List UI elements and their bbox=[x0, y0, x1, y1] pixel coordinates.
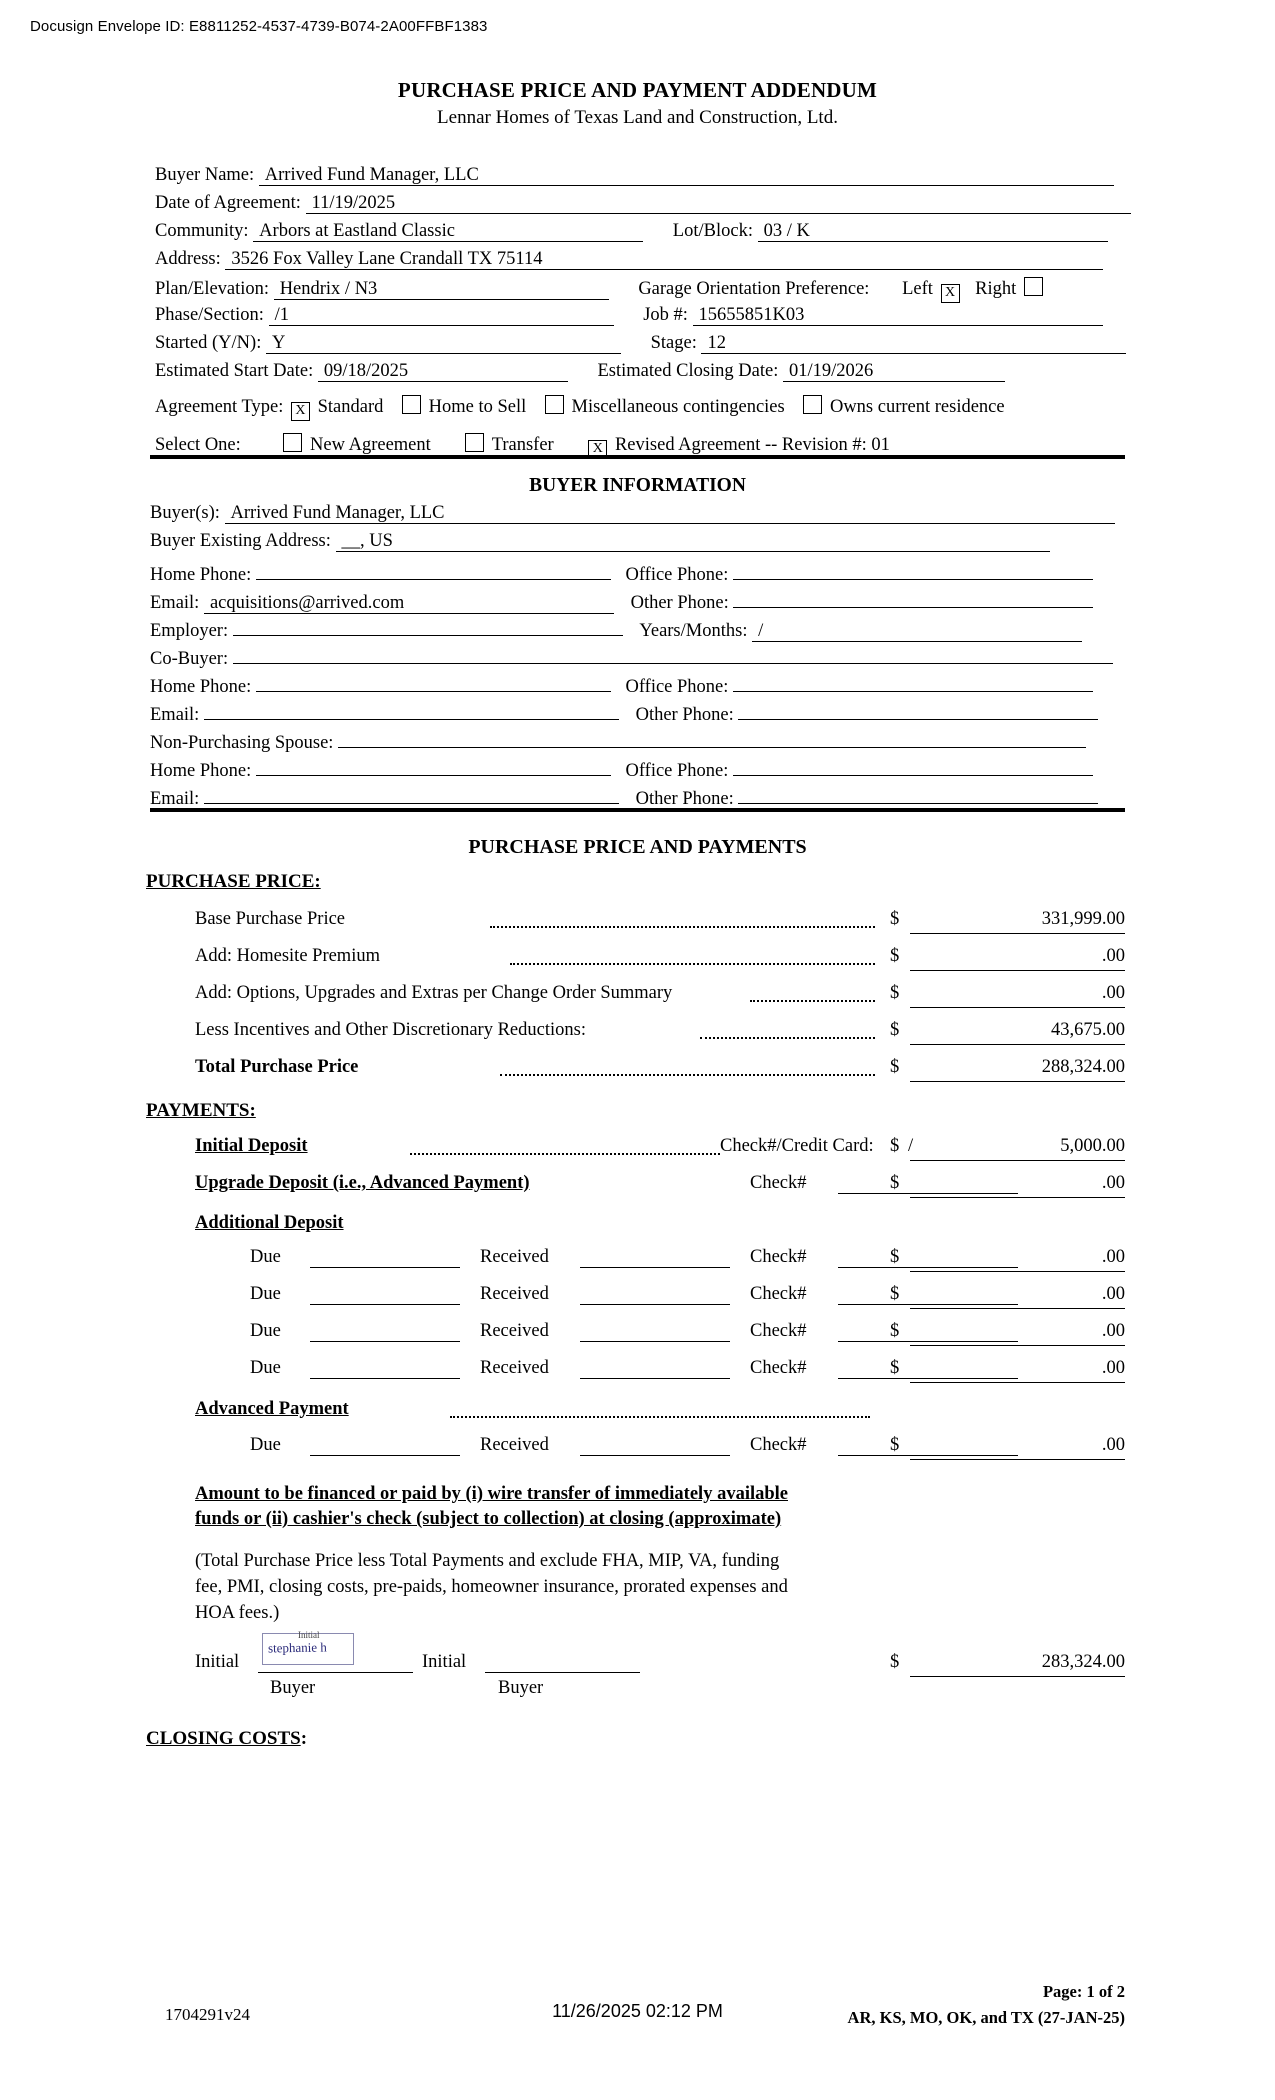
initial-deposit-label: Initial Deposit bbox=[195, 1136, 308, 1156]
price-line-amount[interactable]: 288,324.00 bbox=[910, 1057, 1125, 1082]
dollar-sign: $ bbox=[890, 1057, 900, 1077]
non-purchasing-spouse-value[interactable] bbox=[338, 727, 1086, 748]
dollar-sign: $ bbox=[890, 983, 900, 1003]
additional-deposit-row bbox=[150, 1321, 1125, 1358]
buyer-home-phone-row bbox=[150, 559, 1125, 587]
upgrade-deposit-label: Upgrade Deposit (i.e., Advanced Payment) bbox=[195, 1173, 530, 1193]
agreement-misc-label: Miscellaneous contingencies bbox=[571, 397, 785, 417]
price-line-label: Add: Homesite Premium bbox=[195, 946, 380, 966]
buyer-email-label: Email: bbox=[150, 593, 200, 613]
estimated-closing-value[interactable]: 01/19/2026 bbox=[783, 361, 1005, 382]
lot-block-value[interactable]: 03 / K bbox=[758, 221, 1108, 242]
date-of-agreement-value[interactable]: 11/19/2025 bbox=[306, 193, 1131, 214]
purchase-price-heading: PURCHASE PRICE: bbox=[146, 871, 321, 892]
cobuyer-value[interactable] bbox=[233, 643, 1113, 664]
select-new-agreement-checkbox[interactable] bbox=[283, 433, 302, 452]
plan-garage-row bbox=[155, 277, 1125, 305]
nps-office-phone-value[interactable] bbox=[733, 755, 1093, 776]
select-revised-checkbox[interactable]: X bbox=[588, 440, 607, 459]
cobuyer-label: Co-Buyer: bbox=[150, 649, 229, 669]
cobuyer-row bbox=[150, 643, 1125, 671]
plan-elevation-value[interactable]: Hendrix / N3 bbox=[274, 279, 609, 300]
agreement-home-to-sell-label: Home to Sell bbox=[428, 397, 527, 417]
nps-home-phone-value[interactable] bbox=[256, 755, 611, 776]
buyer-label-2: Buyer bbox=[498, 1678, 544, 1698]
address-label: Address: bbox=[155, 249, 221, 269]
estimated-dates-row bbox=[155, 361, 1125, 389]
additional-deposit-amount[interactable]: .00 bbox=[910, 1284, 1125, 1309]
stage-label: Stage: bbox=[650, 333, 697, 353]
nps-email-label: Email: bbox=[150, 789, 200, 809]
divider-bottom bbox=[150, 808, 1125, 812]
price-line-total bbox=[150, 1057, 1125, 1094]
cobuyer-office-phone-label: Office Phone: bbox=[625, 677, 729, 697]
upgrade-check-label: Check# bbox=[750, 1173, 807, 1193]
initial-signature-tag: Initial bbox=[298, 1630, 320, 1640]
dollar-sign: $ bbox=[890, 1435, 900, 1455]
leader-dots bbox=[750, 1000, 875, 1002]
received-value[interactable] bbox=[580, 1358, 730, 1379]
started-value[interactable]: Y bbox=[266, 333, 621, 354]
initial-signature: stephanie h bbox=[267, 1639, 327, 1656]
select-one-label: Select One: bbox=[155, 435, 241, 455]
employer-label: Employer: bbox=[150, 621, 229, 641]
closing-costs-row bbox=[146, 1728, 1125, 1750]
payments-heading: PAYMENTS: bbox=[146, 1100, 256, 1121]
note-line-3: HOA fees.) bbox=[195, 1603, 280, 1623]
job-number-label: Job #: bbox=[643, 305, 688, 325]
buyer-name-label: Buyer Name: bbox=[155, 165, 255, 185]
garage-right-checkbox[interactable] bbox=[1024, 277, 1043, 296]
due-value[interactable] bbox=[310, 1358, 460, 1379]
check-label: Check# bbox=[750, 1358, 807, 1378]
buyers-row bbox=[150, 503, 1125, 531]
buyers-label: Buyer(s): bbox=[150, 503, 220, 523]
select-one-row bbox=[155, 429, 1125, 467]
price-line-amount[interactable]: .00 bbox=[910, 946, 1125, 971]
financed-amount-text bbox=[195, 1484, 1125, 1530]
garage-left-label: Left bbox=[902, 279, 933, 299]
cobuyer-email-label: Email: bbox=[150, 705, 200, 725]
initial-label-2: Initial bbox=[422, 1652, 467, 1672]
leader-dots bbox=[410, 1153, 720, 1155]
price-line-label: Less Incentives and Other Discretionary Reductions: bbox=[195, 1020, 586, 1040]
price-lines bbox=[150, 909, 1125, 1094]
dollar-sign: $ bbox=[890, 1284, 900, 1304]
closing-costs-colon: : bbox=[300, 1728, 308, 1749]
lot-block-label: Lot/Block: bbox=[672, 221, 753, 241]
check-label: Check# bbox=[750, 1435, 807, 1455]
employer-value[interactable] bbox=[233, 615, 623, 636]
initial-deposit-check-value[interactable]: / bbox=[908, 1136, 914, 1156]
buyer-name-value[interactable]: Arrived Fund Manager, LLC bbox=[259, 165, 1114, 186]
payments-lines bbox=[150, 1136, 1125, 1702]
buyer-email-row bbox=[150, 587, 1125, 615]
address-value[interactable]: 3526 Fox Valley Lane Crandall TX 75114 bbox=[225, 249, 1103, 270]
nps-email-value[interactable] bbox=[204, 783, 619, 804]
employer-row bbox=[150, 615, 1125, 643]
plan-elevation-label: Plan/Elevation: bbox=[155, 279, 270, 299]
phase-job-row bbox=[155, 305, 1125, 333]
dollar-sign: $ bbox=[890, 1136, 900, 1156]
community-label: Community: bbox=[155, 221, 249, 241]
nps-email-row bbox=[150, 783, 1125, 811]
leader-dots bbox=[510, 963, 875, 965]
cobuyer-other-phone-value[interactable] bbox=[738, 699, 1098, 720]
additional-deposit-header bbox=[150, 1213, 1125, 1247]
due-label: Due bbox=[250, 1358, 281, 1378]
received-label: Received bbox=[480, 1247, 549, 1267]
non-purchasing-spouse-label: Non-Purchasing Spouse: bbox=[150, 733, 334, 753]
cobuyer-other-phone-label: Other Phone: bbox=[635, 705, 734, 725]
due-label: Due bbox=[250, 1321, 281, 1341]
buyer-label-1: Buyer bbox=[270, 1678, 316, 1698]
non-purchasing-spouse-row bbox=[150, 727, 1125, 755]
years-months-value[interactable]: / bbox=[752, 621, 1082, 642]
agreement-standard-checkbox[interactable]: X bbox=[291, 402, 310, 421]
estimated-closing-label: Estimated Closing Date: bbox=[597, 361, 779, 381]
final-amount[interactable]: 283,324.00 bbox=[910, 1652, 1125, 1677]
advanced-payment-label: Advanced Payment bbox=[195, 1399, 349, 1419]
buyer-office-phone-value[interactable] bbox=[733, 559, 1093, 580]
price-line-homesite bbox=[150, 946, 1125, 983]
due-label: Due bbox=[250, 1435, 281, 1455]
check-label: Check# bbox=[750, 1247, 807, 1267]
upgrade-deposit-amount[interactable]: .00 bbox=[910, 1173, 1125, 1198]
agreement-owns-residence-checkbox[interactable] bbox=[803, 395, 822, 414]
buyer-home-phone-value[interactable] bbox=[256, 559, 611, 580]
advanced-payment-header bbox=[150, 1399, 1125, 1435]
cobuyer-home-phone-label: Home Phone: bbox=[150, 677, 252, 697]
check-label: Check# bbox=[750, 1321, 807, 1341]
received-label: Received bbox=[480, 1358, 549, 1378]
community-lot-row bbox=[155, 221, 1125, 249]
received-value[interactable] bbox=[580, 1321, 730, 1342]
select-revised-label: Revised Agreement -- Revision #: 01 bbox=[614, 435, 890, 455]
footer-doc-code: 1704291v24 bbox=[165, 2005, 250, 2024]
agreement-owns-residence-label: Owns current residence bbox=[829, 397, 1005, 417]
nps-other-phone-label: Other Phone: bbox=[635, 789, 734, 809]
job-number-value[interactable]: 15655851K03 bbox=[693, 305, 1103, 326]
received-label: Received bbox=[480, 1321, 549, 1341]
footer-page-number: Page: 1 of 2 bbox=[1042, 1982, 1125, 2001]
received-value[interactable] bbox=[580, 1247, 730, 1268]
financed-line-2: funds or (ii) cashier's check (subject to collection) at closing (approximate) bbox=[195, 1509, 782, 1529]
dollar-sign: $ bbox=[890, 1321, 900, 1341]
due-value[interactable] bbox=[310, 1435, 460, 1456]
buyer-information-title: BUYER INFORMATION bbox=[529, 475, 746, 496]
price-line-label: Total Purchase Price bbox=[195, 1057, 359, 1077]
received-label: Received bbox=[480, 1284, 549, 1304]
buyer-existing-address-label: Buyer Existing Address: bbox=[150, 531, 331, 551]
dollar-sign: $ bbox=[890, 909, 900, 929]
leader-dots bbox=[700, 1037, 875, 1039]
agreement-home-to-sell-checkbox[interactable] bbox=[402, 395, 421, 414]
initial-label-1: Initial bbox=[195, 1652, 240, 1672]
initial-deposit-row bbox=[150, 1136, 1125, 1173]
cobuyer-office-phone-value[interactable] bbox=[733, 671, 1093, 692]
nps-other-phone-value[interactable] bbox=[738, 783, 1098, 804]
community-value[interactable]: Arbors at Eastland Classic bbox=[253, 221, 643, 242]
date-of-agreement-label: Date of Agreement: bbox=[155, 193, 301, 213]
due-value[interactable] bbox=[310, 1284, 460, 1305]
due-value[interactable] bbox=[310, 1247, 460, 1268]
upgrade-deposit-row bbox=[150, 1173, 1125, 1213]
select-new-agreement-label: New Agreement bbox=[310, 435, 431, 455]
initial-deposit-check-label: Check#/Credit Card: bbox=[720, 1136, 874, 1156]
nps-home-phone-label: Home Phone: bbox=[150, 761, 252, 781]
dollar-sign: $ bbox=[890, 1247, 900, 1267]
buyer-existing-address-row bbox=[150, 531, 1125, 559]
phase-section-value[interactable]: /1 bbox=[269, 305, 614, 326]
page-title: PURCHASE PRICE AND PAYMENT ADDENDUM bbox=[397, 78, 878, 102]
years-months-label: Years/Months: bbox=[639, 621, 748, 641]
nps-home-phone-row bbox=[150, 755, 1125, 783]
buyer-home-phone-label: Home Phone: bbox=[150, 565, 252, 585]
additional-deposit-label: Additional Deposit bbox=[195, 1213, 344, 1233]
docusign-envelope-id: Docusign Envelope ID: E8811252-4537-4739-B074-2A00FFBF1383 bbox=[30, 18, 488, 35]
price-line-options bbox=[150, 983, 1125, 1020]
dollar-sign: $ bbox=[890, 1652, 900, 1672]
financed-line-1: Amount to be financed or paid by (i) wire transfer of immediately available bbox=[195, 1484, 788, 1504]
financed-note bbox=[195, 1548, 1125, 1626]
select-transfer-label: Transfer bbox=[491, 435, 554, 455]
received-value[interactable] bbox=[580, 1284, 730, 1305]
select-transfer-checkbox[interactable] bbox=[465, 433, 484, 452]
due-value[interactable] bbox=[310, 1321, 460, 1342]
header-fields-block bbox=[155, 165, 1125, 467]
dollar-sign: $ bbox=[890, 946, 900, 966]
leader-dots bbox=[500, 1074, 875, 1076]
received-value[interactable] bbox=[580, 1435, 730, 1456]
additional-deposit-amount[interactable]: .00 bbox=[910, 1247, 1125, 1272]
additional-deposit-row bbox=[150, 1247, 1125, 1284]
closing-costs-label: CLOSING COSTS bbox=[146, 1728, 301, 1749]
leader-dots bbox=[450, 1416, 870, 1418]
purchase-price-section bbox=[146, 828, 1125, 1750]
buyer-other-phone-label: Other Phone: bbox=[630, 593, 729, 613]
cobuyer-email-value[interactable] bbox=[204, 699, 619, 720]
garage-right-label: Right bbox=[975, 279, 1017, 299]
dollar-sign: $ bbox=[890, 1173, 900, 1193]
started-label: Started (Y/N): bbox=[155, 333, 262, 353]
price-line-label: Add: Options, Upgrades and Extras per Change Order Summary bbox=[195, 983, 673, 1003]
nps-office-phone-label: Office Phone: bbox=[625, 761, 729, 781]
buyer-email-value[interactable]: acquisitions@arrived.com bbox=[204, 593, 614, 614]
price-line-base bbox=[150, 909, 1125, 946]
cobuyer-home-phone-value[interactable] bbox=[256, 671, 611, 692]
price-line-amount[interactable]: 331,999.00 bbox=[910, 909, 1125, 934]
dollar-sign: $ bbox=[890, 1020, 900, 1040]
estimated-start-label: Estimated Start Date: bbox=[155, 361, 314, 381]
initial-deposit-amount[interactable]: 5,000.00 bbox=[910, 1136, 1125, 1161]
additional-deposit-row bbox=[150, 1358, 1125, 1395]
started-stage-row bbox=[155, 333, 1125, 361]
garage-left-checkbox[interactable]: X bbox=[941, 284, 960, 303]
received-label: Received bbox=[480, 1435, 549, 1455]
agreement-misc-checkbox[interactable] bbox=[545, 395, 564, 414]
purchase-payments-title: PURCHASE PRICE AND PAYMENTS bbox=[468, 836, 807, 858]
divider-top bbox=[150, 455, 1125, 459]
due-label: Due bbox=[250, 1284, 281, 1304]
buyer-other-phone-value[interactable] bbox=[733, 587, 1093, 608]
additional-deposit-amount[interactable]: .00 bbox=[910, 1321, 1125, 1346]
buyer-name-row bbox=[155, 165, 1125, 193]
price-line-label: Base Purchase Price bbox=[195, 909, 346, 929]
agreement-type-row bbox=[155, 389, 1125, 429]
price-line-incentives bbox=[150, 1020, 1125, 1057]
buyer-information-section bbox=[150, 467, 1125, 811]
footer-states: AR, KS, MO, OK, and TX (27-JAN-25) bbox=[847, 2008, 1125, 2027]
additional-deposit-amount[interactable]: .00 bbox=[910, 1358, 1125, 1383]
cobuyer-email-row bbox=[150, 699, 1125, 727]
advanced-payment-row bbox=[150, 1435, 1125, 1472]
additional-deposit-row bbox=[150, 1284, 1125, 1321]
dollar-sign: $ bbox=[890, 1358, 900, 1378]
address-row bbox=[155, 249, 1125, 277]
price-line-amount[interactable]: .00 bbox=[910, 983, 1125, 1008]
agreement-standard-label: Standard bbox=[317, 397, 384, 417]
agreement-type-label: Agreement Type: bbox=[155, 397, 284, 417]
page-subtitle: Lennar Homes of Texas Land and Construction, Ltd. bbox=[437, 107, 838, 128]
estimated-start-value[interactable]: 09/18/2025 bbox=[318, 361, 568, 382]
check-label: Check# bbox=[750, 1284, 807, 1304]
note-line-2: fee, PMI, closing costs, pre-paids, homeowner insurance, prorated expenses and bbox=[195, 1577, 788, 1597]
advanced-payment-amount[interactable]: .00 bbox=[910, 1435, 1125, 1460]
due-label: Due bbox=[250, 1247, 281, 1267]
date-of-agreement-row bbox=[155, 193, 1125, 221]
leader-dots bbox=[490, 926, 875, 928]
buyers-value[interactable]: Arrived Fund Manager, LLC bbox=[225, 503, 1115, 524]
footer-timestamp: 11/26/2025 02:12 PM bbox=[552, 2001, 723, 2021]
phase-section-label: Phase/Section: bbox=[155, 305, 264, 325]
initial-field-2[interactable] bbox=[485, 1652, 640, 1673]
garage-orientation-label: Garage Orientation Preference: bbox=[638, 279, 870, 299]
price-line-amount[interactable]: 43,675.00 bbox=[910, 1020, 1125, 1045]
stage-value[interactable]: 12 bbox=[701, 333, 1126, 354]
buyer-existing-address-value[interactable]: __, US bbox=[336, 531, 1050, 552]
note-line-1: (Total Purchase Price less Total Payments and exclude FHA, MIP, VA, funding bbox=[195, 1551, 780, 1571]
cobuyer-home-phone-row bbox=[150, 671, 1125, 699]
buyer-office-phone-label: Office Phone: bbox=[625, 565, 729, 585]
